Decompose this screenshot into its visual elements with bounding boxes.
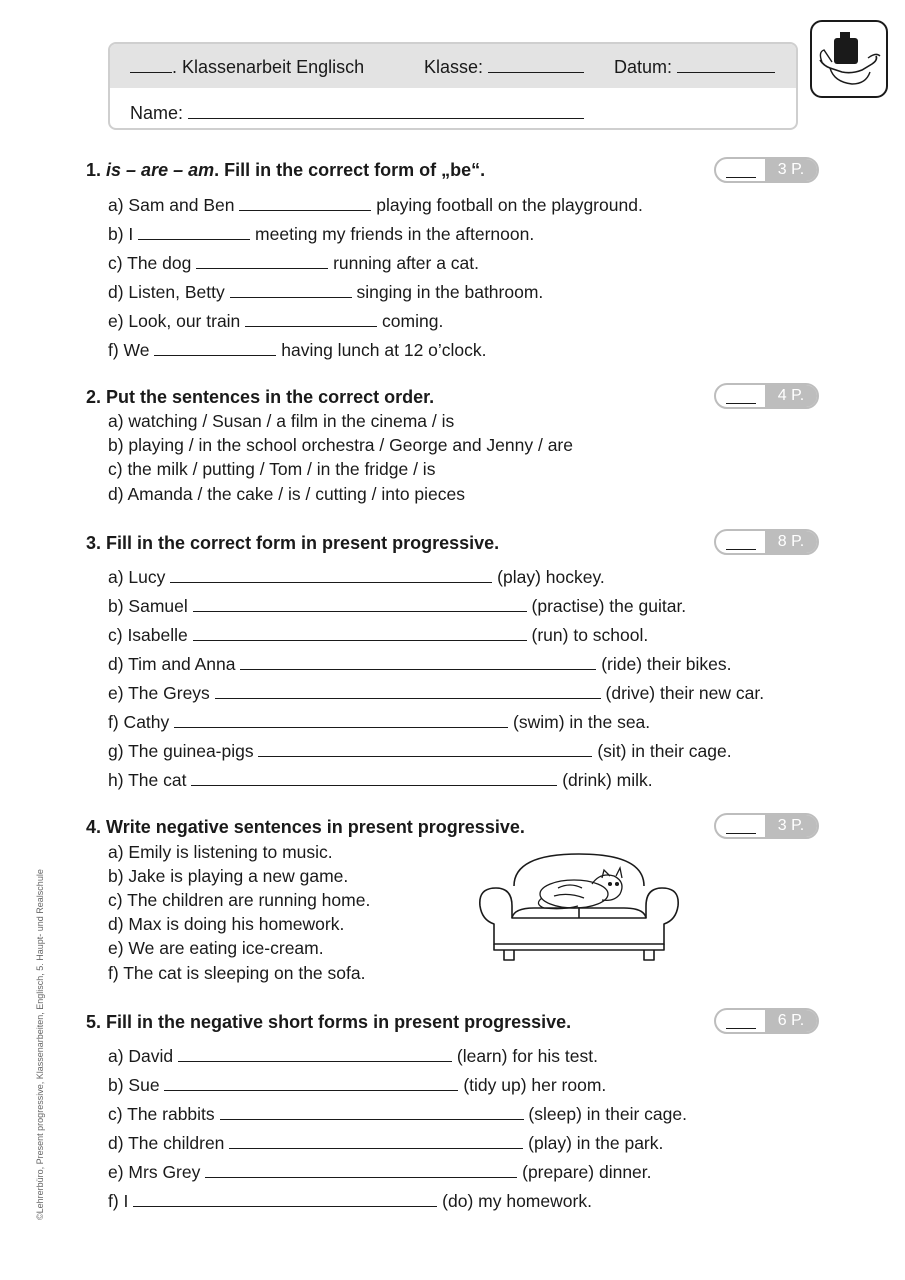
- answer-blank[interactable]: [193, 595, 527, 612]
- klasse-label: Klasse:: [424, 57, 484, 77]
- task-3-item-f: f) Cathy (swim) in the sea.: [108, 712, 651, 732]
- answer-blank[interactable]: [196, 252, 328, 269]
- task-4-points: 3 P.: [765, 815, 817, 837]
- answer-blank[interactable]: [174, 711, 508, 728]
- task-3-item-g: g) The guinea-pigs (sit) in their cage.: [108, 741, 732, 761]
- name-label: Name:: [130, 103, 184, 123]
- datum-blank[interactable]: [677, 56, 775, 73]
- task-5-points: 6 P.: [765, 1010, 817, 1032]
- task-4-item-f: f) The cat is sleeping on the sofa.: [108, 963, 366, 983]
- task-2-points-box: [714, 383, 819, 409]
- name-field: [130, 102, 584, 124]
- answer-blank[interactable]: [239, 194, 371, 211]
- task-1-points-box: [714, 157, 819, 183]
- answer-blank[interactable]: [191, 769, 557, 786]
- test-title: . Klassenarbeit Englisch: [172, 57, 365, 77]
- copyright-note: ©Lehrerbüro, Present progressive, Klassenarbeiten, Englisch, 5. Haupt- und Realschule: [35, 869, 45, 1220]
- task-2-score-blank[interactable]: [726, 390, 756, 404]
- sofa-cat-illustration: [474, 848, 684, 972]
- task-3-item-e: e) The Greys (drive) their new car.: [108, 683, 765, 703]
- answer-blank[interactable]: [154, 339, 276, 356]
- task-2-item-c: c) the milk / putting / Tom / in the fridge / is: [108, 459, 436, 479]
- answer-blank[interactable]: [133, 1190, 437, 1207]
- header-box: [108, 42, 798, 130]
- answer-blank[interactable]: [138, 223, 250, 240]
- task-4-item-c: c) The children are running home.: [108, 890, 371, 910]
- task-3-item-a: a) Lucy (play) hockey.: [108, 567, 605, 587]
- answer-blank[interactable]: [220, 1103, 524, 1120]
- answer-blank[interactable]: [229, 1132, 523, 1149]
- task-4-score-blank[interactable]: [726, 820, 756, 834]
- task-5-score-blank[interactable]: [726, 1015, 756, 1029]
- task-2-item-a: a) watching / Susan / a film in the cinema / is: [108, 411, 455, 431]
- task-4-item-e: e) We are eating ice-cream.: [108, 938, 324, 958]
- task-4-points-box: [714, 813, 819, 839]
- test-number-field: [130, 56, 364, 78]
- answer-blank[interactable]: [215, 682, 601, 699]
- answer-blank[interactable]: [240, 653, 596, 670]
- task-1-item-f: f) We having lunch at 12 o’clock.: [108, 340, 487, 360]
- task-2-item-b: b) playing / in the school orchestra / George and Jenny / are: [108, 435, 573, 455]
- task-3-item-c: c) Isabelle (run) to school.: [108, 625, 649, 645]
- answer-blank[interactable]: [205, 1161, 517, 1178]
- task-2-points: 4 P.: [765, 385, 817, 407]
- task-3-points-box: [714, 529, 819, 555]
- task-2-item-d: d) Amanda / the cake / is / cutting / into pieces: [108, 484, 465, 504]
- task-5-item-d: d) The children (play) in the park.: [108, 1133, 664, 1153]
- task-4-item-d: d) Max is doing his homework.: [108, 914, 345, 934]
- answer-blank[interactable]: [170, 566, 492, 583]
- name-blank[interactable]: [188, 102, 584, 119]
- task-4-title: 4. Write negative sentences in present progressive.: [86, 817, 525, 837]
- task-2-title: 2. Put the sentences in the correct order.: [86, 387, 435, 407]
- task-1-item-d: d) Listen, Betty singing in the bathroom.: [108, 282, 544, 302]
- logo-weight-hand-icon: [810, 20, 888, 98]
- task-1-item-a: a) Sam and Ben playing football on the playground.: [108, 195, 643, 215]
- task-5-item-f: f) I (do) my homework.: [108, 1191, 592, 1211]
- task-5-points-box: [714, 1008, 819, 1034]
- task-5-item-a: a) David (learn) for his test.: [108, 1046, 598, 1066]
- test-number-blank[interactable]: [130, 56, 172, 73]
- answer-blank[interactable]: [258, 740, 592, 757]
- task-4-item-b: b) Jake is playing a new game.: [108, 866, 349, 886]
- klasse-field: [424, 56, 584, 78]
- task-3-title: 3. Fill in the correct form in present progressive.: [86, 533, 500, 553]
- task-5-item-e: e) Mrs Grey (prepare) dinner.: [108, 1162, 652, 1182]
- task-5-title: 5. Fill in the negative short forms in present progressive.: [86, 1012, 572, 1032]
- datum-label: Datum:: [614, 57, 673, 77]
- task-1-item-c: c) The dog running after a cat.: [108, 253, 480, 273]
- task-1-points: 3 P.: [765, 159, 817, 181]
- answer-blank[interactable]: [230, 281, 352, 298]
- answer-blank[interactable]: [164, 1074, 458, 1091]
- answer-blank[interactable]: [178, 1045, 452, 1062]
- task-5-item-c: c) The rabbits (sleep) in their cage.: [108, 1104, 687, 1124]
- task-3-item-h: h) The cat (drink) milk.: [108, 770, 653, 790]
- datum-field: [614, 56, 775, 78]
- task-1-item-b: b) I meeting my friends in the afternoon.: [108, 224, 535, 244]
- task-1-title: 1. is – are – am. Fill in the correct form of „be“.: [86, 160, 486, 180]
- task-4-item-a: a) Emily is listening to music.: [108, 842, 333, 862]
- task-3-item-b: b) Samuel (practise) the guitar.: [108, 596, 687, 616]
- klasse-blank[interactable]: [488, 56, 584, 73]
- answer-blank[interactable]: [245, 310, 377, 327]
- task-3-score-blank[interactable]: [726, 536, 756, 550]
- task-3-points: 8 P.: [765, 531, 817, 553]
- task-1-item-e: e) Look, our train coming.: [108, 311, 444, 331]
- task-1-score-blank[interactable]: [726, 164, 756, 178]
- task-5-item-b: b) Sue (tidy up) her room.: [108, 1075, 607, 1095]
- task-1-title-rest: . Fill in the correct form of „be“.: [214, 160, 486, 180]
- task-3-item-d: d) Tim and Anna (ride) their bikes.: [108, 654, 732, 674]
- task-1-title-em: is – are – am: [106, 160, 215, 180]
- answer-blank[interactable]: [193, 624, 527, 641]
